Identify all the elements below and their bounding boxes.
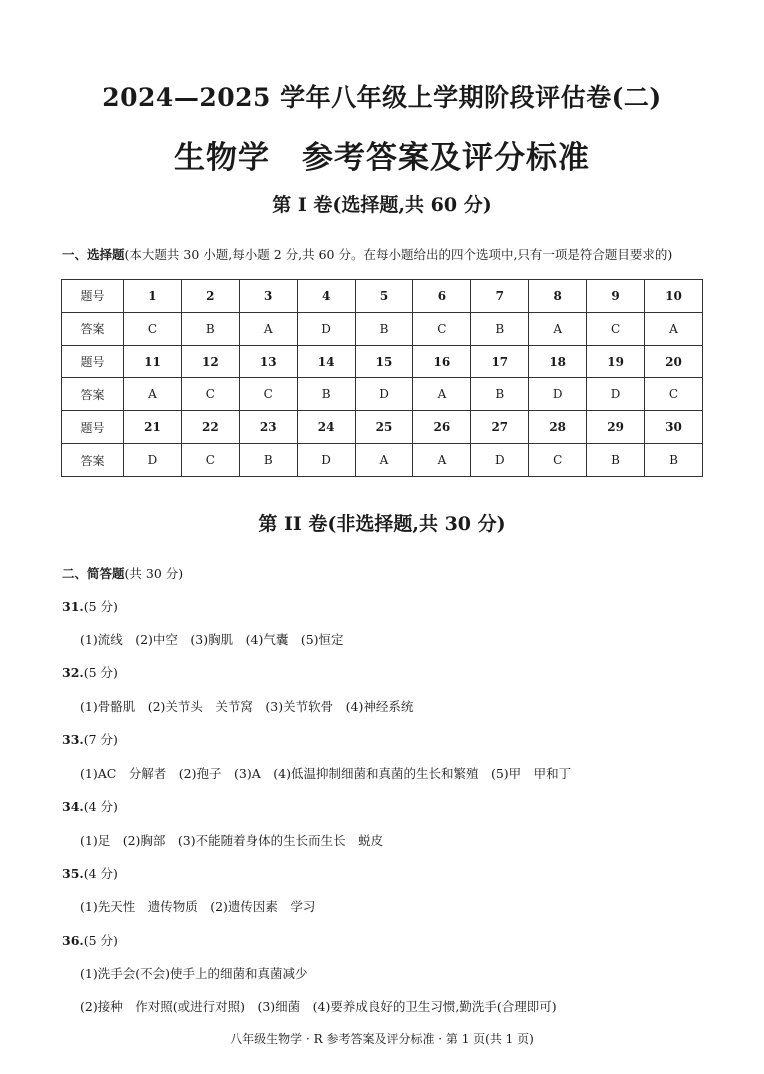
question-score: (5 分) [83, 665, 118, 680]
question-35-answer: (1)先天性 遗传物质 (2)遗传因素 学习 [80, 899, 316, 914]
number-row-header: 题号 [62, 345, 124, 378]
answer-cell: A [529, 312, 587, 345]
question-32-answer: (1)骨骼肌 (2)关节头 关节窝 (3)关节软骨 (4)神经系统 [80, 699, 414, 714]
page-footer: 八年级生物学 · R 参考答案及评分标准 · 第 1 页(共 1 页) [230, 1032, 534, 1046]
answer-cell: C [181, 444, 239, 477]
number-row-header: 题号 [62, 280, 124, 313]
question-number-cell: 23 [239, 411, 297, 444]
question-number-cell: 6 [413, 280, 471, 313]
question-number-cell: 28 [529, 411, 587, 444]
question-36-answer-line-1: (1)洗手会(不会)使手上的细菌和真菌减少 [80, 966, 308, 981]
section-two-label: 二、简答题 [62, 566, 125, 581]
question-36-header [62, 931, 118, 949]
question-number-cell: 24 [297, 411, 355, 444]
question-number-row [62, 411, 703, 444]
question-number-cell: 5 [355, 280, 413, 313]
part-two-heading: 第 II 卷(非选择题,共 30 分) [258, 513, 506, 535]
question-31-answer: (1)流线 (2)中空 (3)胸肌 (4)气囊 (5)恒定 [80, 632, 344, 647]
question-number-cell: 1 [124, 280, 182, 313]
question-number-cell: 30 [645, 411, 703, 444]
question-number-cell: 22 [181, 411, 239, 444]
question-33-header [62, 730, 118, 748]
section-two-desc: (共 30 分) [124, 566, 184, 581]
section-one-label: 一、选择题 [62, 247, 125, 262]
answer-cell: C [413, 312, 471, 345]
question-34-answer: (1)足 (2)胸部 (3)不能随着身体的生长而生长 蜕皮 [80, 833, 384, 848]
section-one-instructions [62, 245, 752, 263]
question-score: (5 分) [83, 599, 118, 614]
question-number: 32. [62, 665, 84, 680]
answer-row [62, 378, 703, 411]
question-number-cell: 25 [355, 411, 413, 444]
question-35-header [62, 864, 118, 882]
question-number: 31. [62, 599, 84, 614]
question-number-cell: 10 [645, 280, 703, 313]
question-number-cell: 29 [587, 411, 645, 444]
answer-cell: C [239, 378, 297, 411]
question-32-header [62, 663, 118, 681]
question-number-cell: 3 [239, 280, 297, 313]
question-number-cell: 9 [587, 280, 645, 313]
answer-cell: A [645, 312, 703, 345]
question-number-cell: 7 [471, 280, 529, 313]
answer-cell: D [297, 312, 355, 345]
question-number-cell: 17 [471, 345, 529, 378]
answer-row [62, 444, 703, 477]
question-number-cell: 2 [181, 280, 239, 313]
question-number-row [62, 345, 703, 378]
question-number-cell: 14 [297, 345, 355, 378]
answer-cell: B [587, 444, 645, 477]
question-number-cell: 13 [239, 345, 297, 378]
question-score: (7 分) [83, 732, 118, 747]
answer-cell: D [297, 444, 355, 477]
question-number: 36. [62, 933, 84, 948]
question-score: (5 分) [83, 933, 118, 948]
section-two-heading [62, 564, 183, 582]
answer-cell: B [297, 378, 355, 411]
answer-cell: A [413, 378, 471, 411]
question-number: 34. [62, 799, 84, 814]
answer-cell: B [181, 312, 239, 345]
question-number-cell: 16 [413, 345, 471, 378]
answer-cell: C [124, 312, 182, 345]
answer-cell: D [587, 378, 645, 411]
exam-title: 2024—2025 学年八年级上学期阶段评估卷(二) [102, 83, 662, 112]
answer-cell: D [124, 444, 182, 477]
question-number-cell: 26 [413, 411, 471, 444]
answer-row [62, 312, 703, 345]
answer-table [61, 279, 703, 477]
question-number-cell: 15 [355, 345, 413, 378]
answer-cell: C [587, 312, 645, 345]
answer-key-title: 生物学 参考答案及评分标准 [174, 140, 590, 176]
answer-cell: B [645, 444, 703, 477]
answer-cell: C [645, 378, 703, 411]
question-score: (4 分) [83, 866, 118, 881]
question-number-cell: 11 [124, 345, 182, 378]
answer-cell: C [529, 444, 587, 477]
answer-cell: D [529, 378, 587, 411]
part-one-heading: 第 I 卷(选择题,共 60 分) [272, 194, 492, 216]
answer-cell: D [471, 444, 529, 477]
question-number: 35. [62, 866, 84, 881]
answer-cell: D [355, 378, 413, 411]
question-number-cell: 19 [587, 345, 645, 378]
question-34-header [62, 797, 118, 815]
question-number-cell: 18 [529, 345, 587, 378]
question-number-cell: 21 [124, 411, 182, 444]
number-row-header: 题号 [62, 411, 124, 444]
answer-cell: A [355, 444, 413, 477]
question-number: 33. [62, 732, 84, 747]
answer-cell: B [355, 312, 413, 345]
answer-cell: B [239, 444, 297, 477]
answer-cell: C [181, 378, 239, 411]
question-number-cell: 12 [181, 345, 239, 378]
answer-row-header: 答案 [62, 378, 124, 411]
question-number-cell: 8 [529, 280, 587, 313]
question-number-cell: 27 [471, 411, 529, 444]
question-score: (4 分) [83, 799, 118, 814]
answer-cell: A [124, 378, 182, 411]
question-33-answer: (1)AC 分解者 (2)孢子 (3)A (4)低温抑制细菌和真菌的生长和繁殖 (5)甲 甲和丁 [80, 766, 572, 781]
question-number-cell: 20 [645, 345, 703, 378]
answer-cell: A [413, 444, 471, 477]
answer-cell: A [239, 312, 297, 345]
question-number-cell: 4 [297, 280, 355, 313]
answer-row-header: 答案 [62, 312, 124, 345]
question-31-header [62, 597, 118, 615]
question-number-row [62, 280, 703, 313]
section-one-desc: (本大题共 30 小题,每小题 2 分,共 60 分。在每小题给出的四个选项中,只有一项是符合题目要求的) [124, 247, 673, 262]
question-36-answer-line-2: (2)接种 作对照(或进行对照) (3)细菌 (4)要养成良好的卫生习惯,勤洗手(合理即可) [80, 999, 557, 1014]
answer-cell: B [471, 312, 529, 345]
answer-row-header: 答案 [62, 444, 124, 477]
answer-cell: B [471, 378, 529, 411]
